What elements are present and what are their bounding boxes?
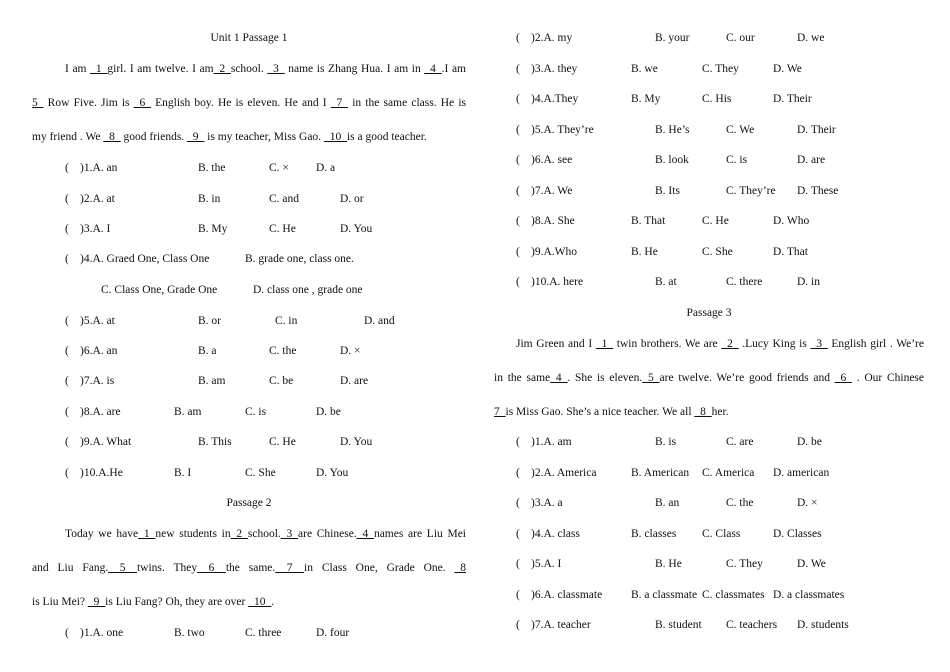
blank-2: _2_ [230, 528, 248, 540]
blank-7: _7_ [330, 97, 349, 109]
blank-5: _5_ [642, 372, 660, 384]
blank-8: _8 [454, 562, 467, 574]
blank-4: _4_ [424, 63, 442, 75]
blank-1: _1_ [90, 63, 108, 75]
blank-6: __6__ [197, 562, 226, 574]
blank-3: _3_ [810, 338, 828, 350]
blank-2: _2_ [213, 63, 231, 75]
blank-7: 7_ [494, 406, 506, 418]
blank-6: _6_ [133, 97, 151, 109]
passage1-line1: I am _1_girl. I am twelve. I am_2_school. _3_ name is Zhang Hua. I am in _4_.I am [65, 63, 466, 75]
passage1-line2: 5_ Row Five. Jim is _6_ English boy. He is eleven. He and I _7_ in the same class. He is [32, 97, 466, 109]
blank-8: _8_ [694, 406, 712, 418]
blank-3: _3_ [280, 528, 299, 540]
blank-5: __5__ [108, 562, 137, 574]
blank-2: _2_ [721, 338, 739, 350]
blank-9: _9_ [87, 596, 106, 608]
blank-7: __7__ [275, 562, 305, 574]
blank-4: _4_ [356, 528, 374, 540]
blank-10: _10_ [323, 131, 347, 143]
blank-9: _9_ [187, 131, 205, 143]
blank-3: _3_ [267, 63, 285, 75]
blank-5: 5_ [32, 97, 44, 109]
passage2-line3: is Liu Mei? _9_is Liu Fang? Oh, they are over _10_. [32, 596, 275, 608]
blank-4: _4_ [550, 372, 568, 384]
blank-10: _10_ [248, 596, 272, 608]
passage2-line1: Today we have_1_new students in_2_school._3_are Chinese._4_names are Liu Mei [65, 528, 466, 540]
passage3-line1: Jim Green and I _1_ twin brothers. We are _2_ .Lucy King is _3_ English girl . We’re [516, 338, 924, 350]
passage3-line2: in the same_4_. She is eleven._5_are twelve. We’re good friends and _6_ . Our Chinese [494, 372, 925, 384]
passage1-line3: my friend . We _8_ good friends. _9_ is my teacher, Miss Gao. _10_is a good teacher. [32, 131, 427, 143]
blank-6: _6_ [834, 372, 852, 384]
passage2-title: Passage 2 [226, 497, 272, 509]
blank-1: _1_ [595, 338, 614, 350]
passage3-line3: 7_is Miss Gao. She’s a nice teacher. We all _8_her. [494, 406, 729, 418]
passage1-title: Unit 1 Passage 1 [210, 32, 288, 44]
blank-1: _1_ [138, 528, 156, 540]
passage3-title: Passage 3 [686, 307, 732, 319]
passage2-line2: and Liu Fang.__5__twins. They__6__the same.__7__in Class One, Grade One. _8 [32, 562, 467, 574]
blank-8: _8_ [103, 131, 121, 143]
